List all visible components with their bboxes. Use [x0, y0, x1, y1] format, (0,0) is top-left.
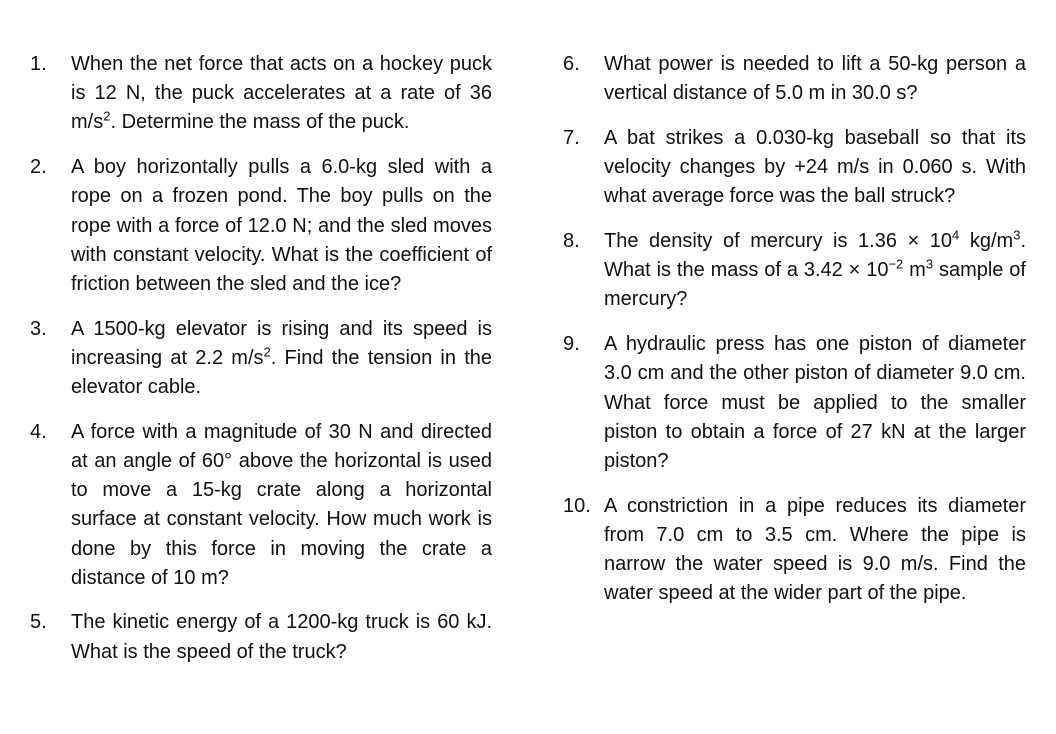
problem-4	[30, 418, 492, 593]
problem-number: 5.	[30, 611, 47, 634]
problem-number: 1.	[30, 53, 47, 75]
problem-number: 2.	[30, 156, 47, 179]
problem-10	[563, 492, 1026, 609]
problem-7	[563, 124, 1026, 212]
problem-text: A 1500-kg elevator is rising and its speed is increasing at 2.2 $m/s^2$. Find the tension in the elevator cable.	[71, 317, 492, 399]
exponent: −2	[888, 256, 904, 272]
problem-3	[30, 315, 492, 403]
exponent: 4	[952, 227, 960, 243]
problem-number: 7.	[563, 126, 580, 149]
problem-number: 6.	[563, 53, 580, 75]
right-column	[563, 50, 1026, 608]
problem-number: 10.	[563, 494, 591, 517]
problem-text: When the net force that acts on a hockey puck is 12 N, the puck accelerates at a rate of 36 $m/s^2$. Determine the mass of the puck.	[71, 53, 492, 134]
problem-number: 9.	[563, 333, 580, 356]
problem-text: A hydraulic press has one piston of diameter 3.0 cm and the other piston of diameter 9.0 cm. What force must be applied to the smaller piston to obtain a force of 27 kN at the larger piston?	[604, 333, 1026, 472]
problem-6	[563, 50, 1026, 108]
exponent: 2	[263, 344, 271, 360]
problem-text: The density of mercury is $1.36 \times 10^4$ $kg/m^3$. What is the mass of a $3.42 \times 10^{-2}$ $m^3$ sample of mercury?	[604, 227, 1026, 311]
problem-8	[563, 227, 1026, 315]
problem-number: 4.	[30, 420, 47, 443]
problem-1	[30, 50, 492, 138]
problem-text: A force with a magnitude of 30 N and directed at an angle of 60° above the horizontal is used to move a 15-kg crate along a horizontal surface at constant velocity. How much work is done by this force in moving the crate a distance of 10 m?	[71, 420, 492, 589]
problem-text: What power is needed to lift a 50-kg person a vertical distance of 5.0 m in 30.0 s?	[604, 53, 1026, 105]
exponent: 3	[925, 256, 934, 272]
problem-number: 3.	[30, 317, 47, 340]
problem-text: A constriction in a pipe reduces its diameter from 7.0 cm to 3.5 cm. Where the pipe is narrow the water speed is 9.0 m/s. Find the water speed at the wider part of the pipe.	[604, 494, 1026, 605]
exponent: 3	[1013, 227, 1021, 243]
problem-text: A boy horizontally pulls a 6.0-kg sled with a rope on a frozen pond. The boy pulls on the rope with a force of 12.0 N; and the sled moves with constant velocity. What is the coefficient of friction between the sled and the ice?	[71, 156, 492, 295]
problem-text: A bat strikes a 0.030-kg baseball so that its velocity changes by +24 m/s in 0.060 s. With what average force was the ball struck?	[604, 126, 1026, 208]
exponent: 2	[103, 108, 111, 124]
left-column	[30, 50, 492, 667]
problem-9	[563, 330, 1026, 476]
problem-number: 8.	[563, 230, 580, 253]
problem-text: The kinetic energy of a 1200-kg truck is 60 kJ. What is the speed of the truck?	[71, 611, 492, 663]
problem-2	[30, 153, 492, 299]
problem-5	[30, 608, 492, 666]
